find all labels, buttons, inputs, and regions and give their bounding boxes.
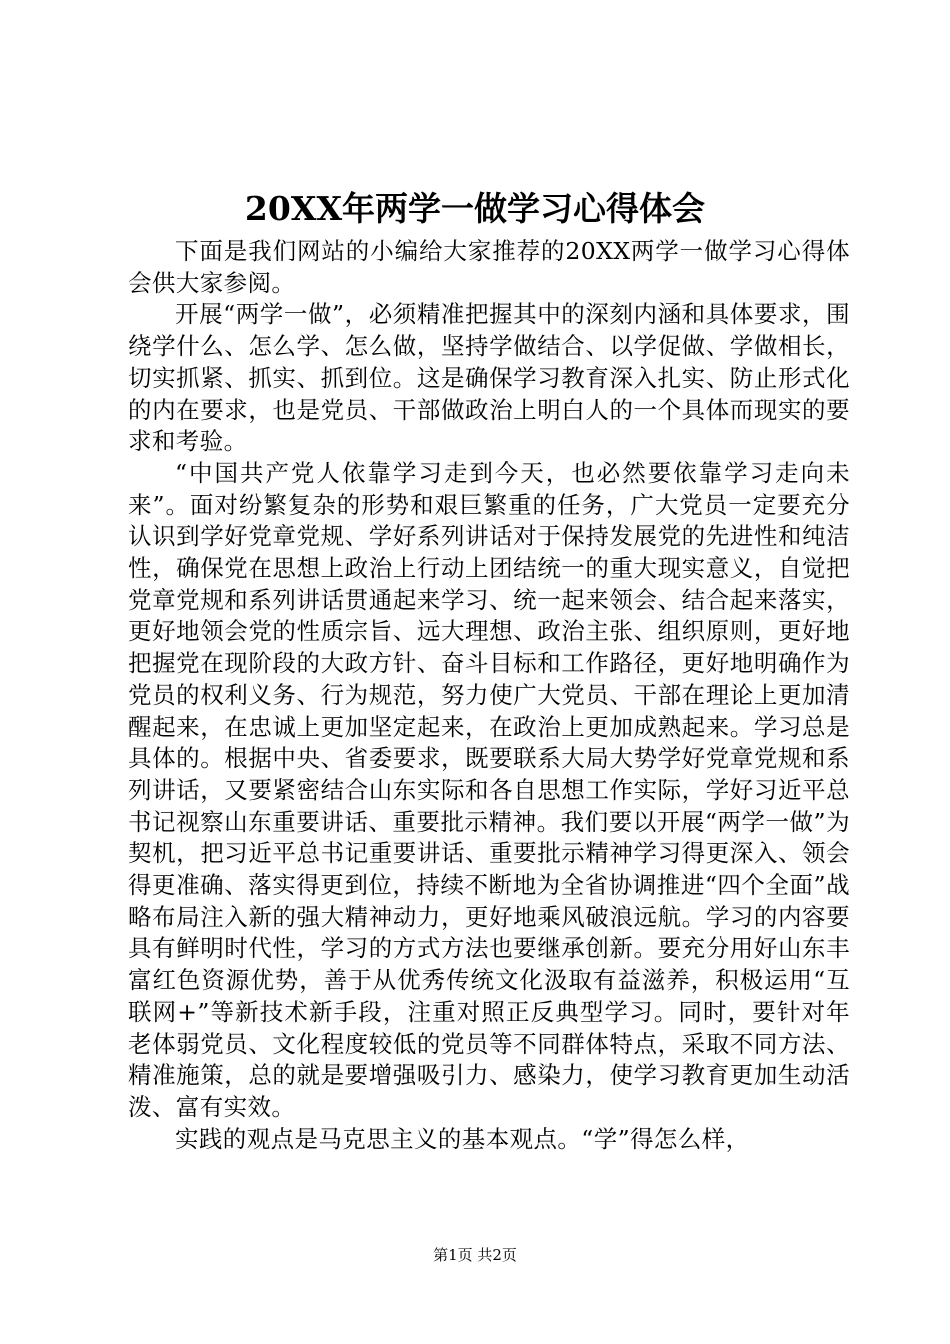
page-number-footer: 第1页 共2页 <box>433 1246 517 1264</box>
paragraph-intro: 下面是我们网站的小编给大家推荐的20XX两学一做学习心得体会供大家参阅。 <box>128 237 850 297</box>
paragraph-main-body: “中国共产党人依靠学习走到今天，也必然要依靠学习走向未来”。面对纷繁复杂的形势和艰巨繁重的任务，广大党员一定要充分认识到学好党章党规、学好系列讲话对于保持发展党的先进性和纯洁性，确保党在思想上政治上行动上团结统一的重大现实意义，自觉把党章党规和系列讲话贯通起来学习、统一起来领会、结合起来落实，更好地领会党的性质宗旨、远大理想、政治主张、组织原则，更好地把握党在现阶段的大政方针、奋斗目标和工作路径，更好地明确作为党员的权利义务、行为规范，努力使广大党员、干部在理论上更加清醒起来，在忠诚上更加坚定起来，在政治上更加成熟起来。学习总是具体的。根据中央、省委要求，既要联系大局大势学好党章党规和系列讲话，又要紧密结合山东实际和各自思想工作实际，学好习近平总书记视察山东重要讲话、重要批示精神。我们要以开展“两学一做”为契机，把习近平总书记重要讲话、重要批示精神学习得更深入、领会得更准确、落实得更到位，持续不断地为全省协调推进“四个全面”战略布局注入新的强大精神动力，更好地乘风破浪远航。学习的内容要具有鲜明时代性，学习的方式方法也要继承创新。要充分用好山东丰富红色资源优势，善于从优秀传统文化汲取有益滋养，积极运用“互联网+”等新技术新手段，注重对照正反典型学习。同时，要针对年老体弱党员、文化程度较低的党员等不同群体特点，采取不同方法、精准施策，总的就是要增强吸引力、感染力，使学习教育更加生动活泼、富有实效。 <box>128 458 850 1121</box>
document-title: 20XX年两学一做学习心得体会 <box>244 189 706 228</box>
document-body <box>128 236 850 1155</box>
paragraph-practice: 实践的观点是马克思主义的基本观点。“学”得怎么样， <box>175 1124 750 1153</box>
paragraph-two-learn-one-do: 开展“两学一做”，必须精准把握其中的深刻内涵和具体要求，围绕学什么、怎么学、怎么做，坚持学做结合、以学促做、学做相长，切实抓紧、抓实、抓到位。这是确保学习教育深入扎实、防止形式化的内在要求，也是党员、干部做政治上明白人的一个具体而现实的要求和考验。 <box>128 300 850 456</box>
